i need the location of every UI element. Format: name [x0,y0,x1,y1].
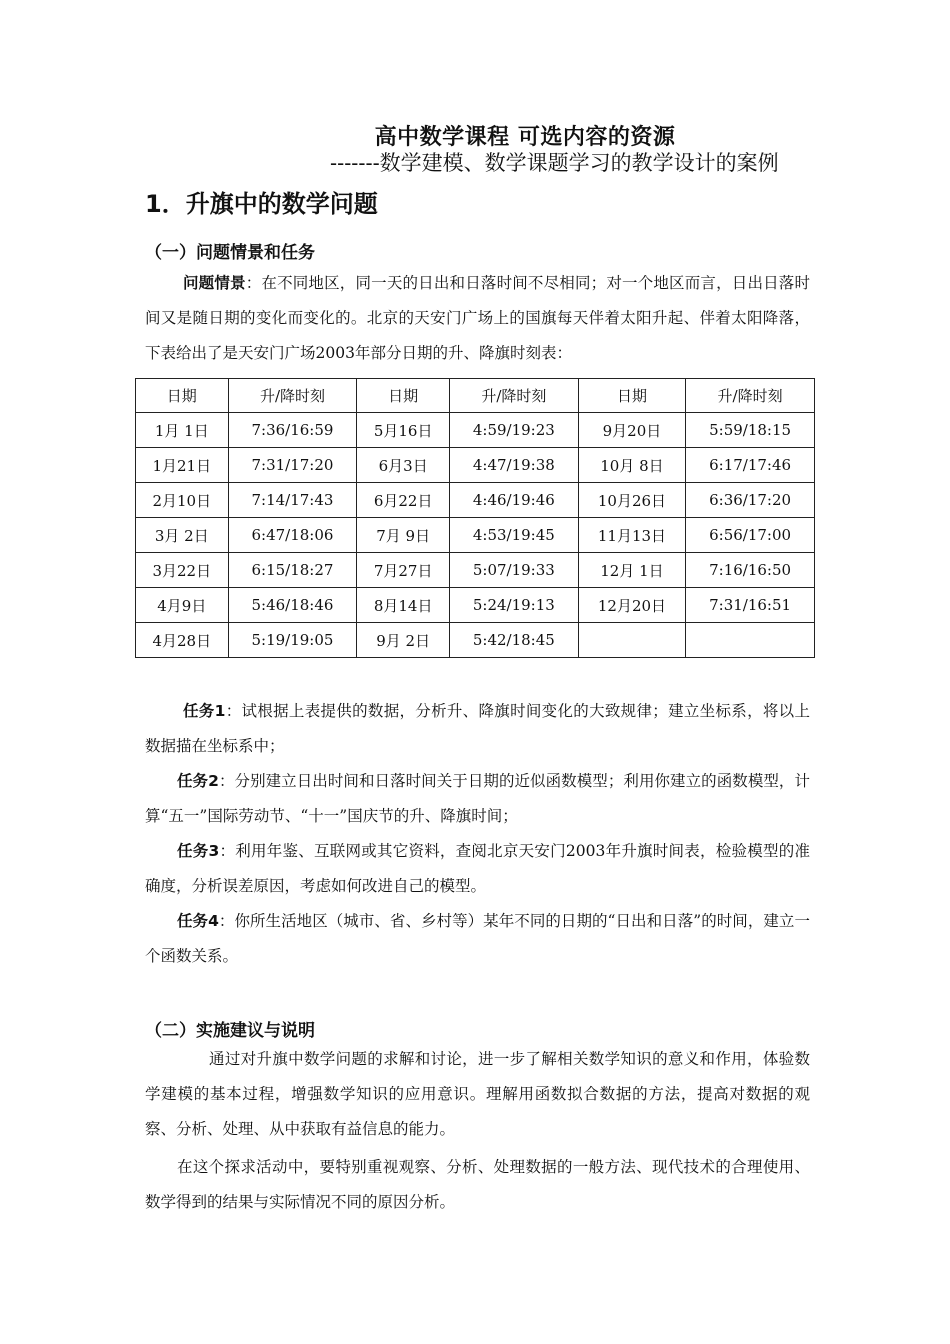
table-cell: 11月13日 [578,518,685,553]
table-cell: 7:36/16:59 [228,413,357,448]
table-row [136,623,815,658]
table-cell: 5:19/19:05 [228,623,357,658]
table-cell: 4:53/19:45 [449,518,578,553]
scenario-text: ：在不同地区，同一天的日出和日落时间不尽相同；对一个地区而言，日出日落时间又是随日期的变化而变化的。北京的天安门广场上的国旗每天伴着太阳升起、伴着太阳降落，下表给出了是天安门广场2003年部分日期的升、降旗时刻表： [145,274,810,362]
task-4-paragraph [145,904,810,974]
table-cell: 10月26日 [578,483,685,518]
task-lead: 任务4 [177,912,219,930]
scenario-paragraph [145,266,810,371]
table-cell: 7月 9日 [357,518,450,553]
table-cell: 6月22日 [357,483,450,518]
flag-time-table [135,378,815,658]
table-cell: 6:17/17:46 [686,448,815,483]
table-cell: 6:56/17:00 [686,518,815,553]
table-cell: 4月9日 [136,588,229,623]
table-header-cell: 升/降时刻 [449,379,578,413]
table-cell: 12月20日 [578,588,685,623]
task-3-paragraph [145,834,810,904]
table-cell: 9月20日 [578,413,685,448]
table-cell: 2月10日 [136,483,229,518]
table-cell: 6:15/18:27 [228,553,357,588]
document-title-text: 高中数学课程 可选内容的资源 [374,125,676,150]
table-cell: 7:31/17:20 [228,448,357,483]
table-row [136,448,815,483]
table-cell: 12月 1日 [578,553,685,588]
table-cell: 3月22日 [136,553,229,588]
table-cell: 8月14日 [357,588,450,623]
table-header-cell: 日期 [357,379,450,413]
table-cell: 4月28日 [136,623,229,658]
section-heading: 1．升旗中的数学问题 [145,190,378,218]
table-cell: 1月21日 [136,448,229,483]
task-lead: 任务3 [177,842,220,860]
table-cell: 5:07/19:33 [449,553,578,588]
table-cell: 4:47/19:38 [449,448,578,483]
table-cell: 5:24/19:13 [449,588,578,623]
table-cell: 5:46/18:46 [228,588,357,623]
task-lead: 任务1 [183,702,226,720]
table-cell: 7:16/16:50 [686,553,815,588]
table-row [136,518,815,553]
subsection-heading-suggestions: （二）实施建议与说明 [145,1021,315,1041]
table-header-cell: 升/降时刻 [228,379,357,413]
suggestion-paragraph-2: 在这个探求活动中，要特别重视观察、分析、处理数据的一般方法、现代技术的合理使用、数学得到的结果与实际情况不同的原因分析。 [145,1158,810,1211]
table-cell: 5:42/18:45 [449,623,578,658]
document-subtitle: -------数学建模、数学课题学习的教学设计的案例 [330,151,779,175]
table-cell: 6:47/18:06 [228,518,357,553]
table-row [136,588,815,623]
table-cell: 3月 2日 [136,518,229,553]
subsection-heading-scenario: （一）问题情景和任务 [145,243,315,263]
suggestion-paragraph-1: 通过对升旗中数学问题的求解和讨论，进一步了解相关数学知识的意义和作用，体验数学建模的基本过程，增强数学知识的应用意识。理解用函数拟合数据的方法，提高对数据的观察、分析、处理、从中获取有益信息的能力。 [145,1050,810,1138]
task-text: ：试根据上表提供的数据，分析升、降旗时间变化的大致规律；建立坐标系，将以上数据描在坐标系中； [145,702,810,755]
table-header-row [136,379,815,413]
table-cell: 9月 2日 [357,623,450,658]
table-row [136,483,815,518]
table-cell: 5:59/18:15 [686,413,815,448]
table-header-cell: 日期 [578,379,685,413]
table-header-cell: 日期 [136,379,229,413]
table-cell [686,623,815,658]
table-cell [578,623,685,658]
table-cell: 7:31/16:51 [686,588,815,623]
task-2-paragraph [145,764,810,834]
task-text: ：分别建立日出时间和日落时间关于日期的近似函数模型；利用你建立的函数模型，计算“五一”国际劳动节、“十一”国庆节的升、降旗时间； [145,772,810,825]
table-cell: 6:36/17:20 [686,483,815,518]
table-cell: 1月 1日 [136,413,229,448]
table-row [136,413,815,448]
table-cell: 7月27日 [357,553,450,588]
table-cell: 5月16日 [357,413,450,448]
task-text: ：利用年鉴、互联网或其它资料，查阅北京天安门2003年升旗时间表，检验模型的准确度，分析误差原因，考虑如何改进自己的模型。 [145,842,810,895]
table-row [136,553,815,588]
scenario-lead: 问题情景 [183,274,246,292]
task-text: ：你所生活地区（城市、省、乡村等）某年不同的日期的“日出和日落”的时间，建立一个函数关系。 [145,912,810,965]
task-lead: 任务2 [177,772,219,790]
table-cell: 6月3日 [357,448,450,483]
table-header-cell: 升/降时刻 [686,379,815,413]
table-cell: 4:46/19:46 [449,483,578,518]
table-cell: 4:59/19:23 [449,413,578,448]
table-cell: 10月 8日 [578,448,685,483]
table-cell: 7:14/17:43 [228,483,357,518]
task-1-paragraph [145,694,810,764]
